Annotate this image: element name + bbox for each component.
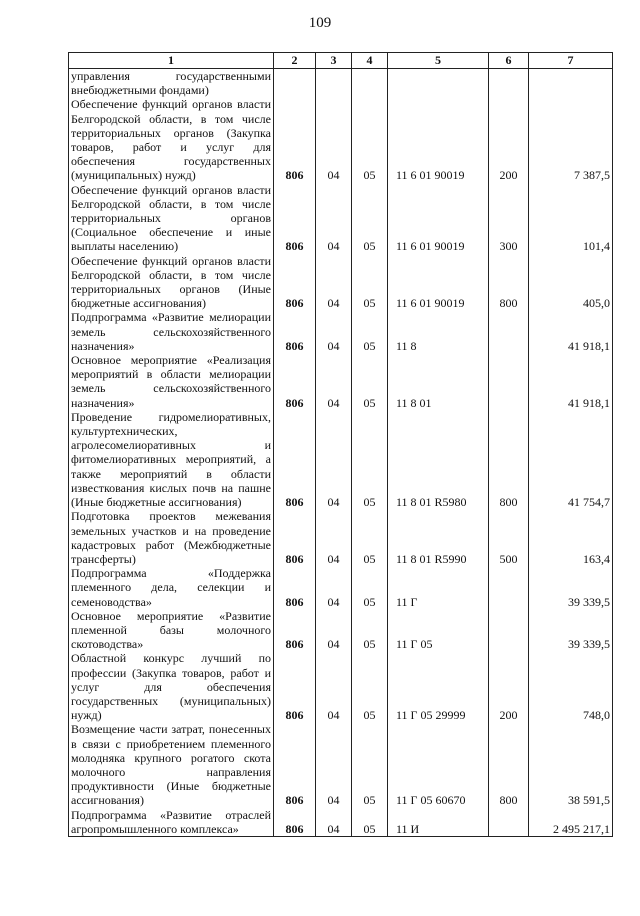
table-row — [69, 509, 613, 566]
row-expense-type — [489, 353, 529, 410]
row-ministry-code: 806 — [274, 254, 316, 311]
row-name: Областной конкурс лучший по профессии (Закупка товаров, работ и услуг для обеспечения государственных (муниципальных) нужд) — [69, 651, 274, 722]
table-row — [69, 722, 613, 807]
row-amount: 2 495 217,1 — [529, 808, 613, 837]
row-expense-type — [489, 609, 529, 652]
row-name: Проведение гидромелиоративных, культуртехнических, агролесомелиоративных и фитомелиоративных мероприятий, а также мероприятий в области известкования кислых почв на пашне (Иные бюджетные ассигнования) — [69, 410, 274, 509]
column-header-target-article: 5 — [388, 53, 489, 69]
row-expense-type — [489, 808, 529, 837]
row-ministry-code: 806 — [274, 310, 316, 353]
row-section-code: 04 — [316, 410, 352, 509]
row-expense-type: 300 — [489, 183, 529, 254]
column-header-ministry: 2 — [274, 53, 316, 69]
row-amount: 39 339,5 — [529, 609, 613, 652]
row-section-code: 04 — [316, 722, 352, 807]
column-header-name: 1 — [69, 53, 274, 69]
row-subsection-code: 05 — [352, 651, 388, 722]
table-header-row — [69, 53, 613, 69]
row-name: Подпрограмма «Развитие отраслей агропромышленного комплекса» — [69, 808, 274, 837]
row-name: Подпрограмма «Поддержка племенного дела, селекции и семеноводства» — [69, 566, 274, 609]
row-amount — [529, 69, 613, 98]
row-amount: 101,4 — [529, 183, 613, 254]
row-amount: 7 387,5 — [529, 97, 613, 182]
row-ministry-code: 806 — [274, 566, 316, 609]
row-subsection-code: 05 — [352, 566, 388, 609]
row-target-article: 11 6 01 90019 — [388, 183, 489, 254]
row-target-article: 11 И — [388, 808, 489, 837]
page-number: 109 — [308, 15, 332, 31]
column-header-amount: 7 — [529, 53, 613, 69]
row-section-code: 04 — [316, 353, 352, 410]
row-subsection-code: 05 — [352, 808, 388, 837]
row-target-article: 11 Г — [388, 566, 489, 609]
row-section-code: 04 — [316, 254, 352, 311]
table-row — [69, 410, 613, 509]
row-ministry-code: 806 — [274, 183, 316, 254]
row-ministry-code: 806 — [274, 609, 316, 652]
row-subsection-code: 05 — [352, 353, 388, 410]
column-header-expense-type: 6 — [489, 53, 529, 69]
row-section-code: 04 — [316, 566, 352, 609]
row-amount: 163,4 — [529, 509, 613, 566]
row-section-code: 04 — [316, 651, 352, 722]
row-subsection-code: 05 — [352, 310, 388, 353]
row-amount: 38 591,5 — [529, 722, 613, 807]
table-row — [69, 651, 613, 722]
row-name: Обеспечение функций органов власти Белгородской области, в том числе территориальных органов (Социальное обеспечение и иные выплаты населению) — [69, 183, 274, 254]
table-row — [69, 254, 613, 311]
row-section-code: 04 — [316, 310, 352, 353]
row-ministry-code: 806 — [274, 353, 316, 410]
row-subsection-code: 05 — [352, 410, 388, 509]
row-expense-type: 200 — [489, 651, 529, 722]
row-target-article: 11 8 01 — [388, 353, 489, 410]
row-subsection-code: 05 — [352, 183, 388, 254]
row-ministry-code: 806 — [274, 651, 316, 722]
row-target-article: 11 8 01 R5990 — [388, 509, 489, 566]
row-expense-type: 800 — [489, 254, 529, 311]
row-ministry-code: 806 — [274, 509, 316, 566]
table-row — [69, 183, 613, 254]
row-section-code: 04 — [316, 183, 352, 254]
row-expense-type: 800 — [489, 410, 529, 509]
row-amount: 405,0 — [529, 254, 613, 311]
row-name: управления государственными внебюджетными фондами) — [69, 69, 274, 98]
table-row — [69, 69, 613, 98]
row-amount: 41 918,1 — [529, 353, 613, 410]
row-amount: 41 754,7 — [529, 410, 613, 509]
table-row — [69, 310, 613, 353]
row-name: Основное мероприятие «Развитие племенной базы молочного скотоводства» — [69, 609, 274, 652]
row-name: Возмещение части затрат, понесенных в связи с приобретением племенного молодняка крупного рогатого скота молочного направления продуктивности (Иные бюджетные ассигнования) — [69, 722, 274, 807]
row-expense-type — [489, 310, 529, 353]
row-expense-type — [489, 69, 529, 98]
row-expense-type: 200 — [489, 97, 529, 182]
row-name: Подготовка проектов межевания земельных участков и на проведение кадастровых работ (Межбюджетные трансферты) — [69, 509, 274, 566]
row-expense-type: 800 — [489, 722, 529, 807]
row-target-article: 11 8 01 R5980 — [388, 410, 489, 509]
row-ministry-code: 806 — [274, 722, 316, 807]
column-header-section: 3 — [316, 53, 352, 69]
row-subsection-code: 05 — [352, 722, 388, 807]
row-section-code: 04 — [316, 509, 352, 566]
row-target-article: 11 6 01 90019 — [388, 254, 489, 311]
row-ministry-code: 806 — [274, 410, 316, 509]
row-section-code: 04 — [316, 97, 352, 182]
row-name: Основное мероприятие «Реализация мероприятий в области мелиорации земель сельскохозяйственного назначения» — [69, 353, 274, 410]
table-row — [69, 566, 613, 609]
row-amount: 41 918,1 — [529, 310, 613, 353]
row-section-code — [316, 69, 352, 98]
row-amount: 39 339,5 — [529, 566, 613, 609]
row-amount: 748,0 — [529, 651, 613, 722]
row-target-article: 11 6 01 90019 — [388, 97, 489, 182]
row-target-article — [388, 69, 489, 98]
row-subsection-code: 05 — [352, 609, 388, 652]
row-expense-type: 500 — [489, 509, 529, 566]
column-header-subsection: 4 — [352, 53, 388, 69]
row-ministry-code: 806 — [274, 808, 316, 837]
row-name: Обеспечение функций органов власти Белгородской области, в том числе территориальных органов (Закупка товаров, работ и услуг для обеспечения государственных (муниципальных) нужд) — [69, 97, 274, 182]
row-expense-type — [489, 566, 529, 609]
row-target-article: 11 8 — [388, 310, 489, 353]
table-row — [69, 97, 613, 182]
row-subsection-code — [352, 69, 388, 98]
row-subsection-code: 05 — [352, 254, 388, 311]
row-target-article: 11 Г 05 60670 — [388, 722, 489, 807]
row-target-article: 11 Г 05 — [388, 609, 489, 652]
row-subsection-code: 05 — [352, 509, 388, 566]
row-subsection-code: 05 — [352, 97, 388, 182]
table-row — [69, 353, 613, 410]
row-section-code: 04 — [316, 808, 352, 837]
row-name: Обеспечение функций органов власти Белгородской области, в том числе территориальных органов (Иные бюджетные ассигнования) — [69, 254, 274, 311]
row-name: Подпрограмма «Развитие мелиорации земель сельскохозяйственного назначения» — [69, 310, 274, 353]
budget-table — [68, 52, 613, 837]
row-target-article: 11 Г 05 29999 — [388, 651, 489, 722]
row-section-code: 04 — [316, 609, 352, 652]
table-row — [69, 808, 613, 837]
row-ministry-code — [274, 69, 316, 98]
row-ministry-code: 806 — [274, 97, 316, 182]
table-row — [69, 609, 613, 652]
